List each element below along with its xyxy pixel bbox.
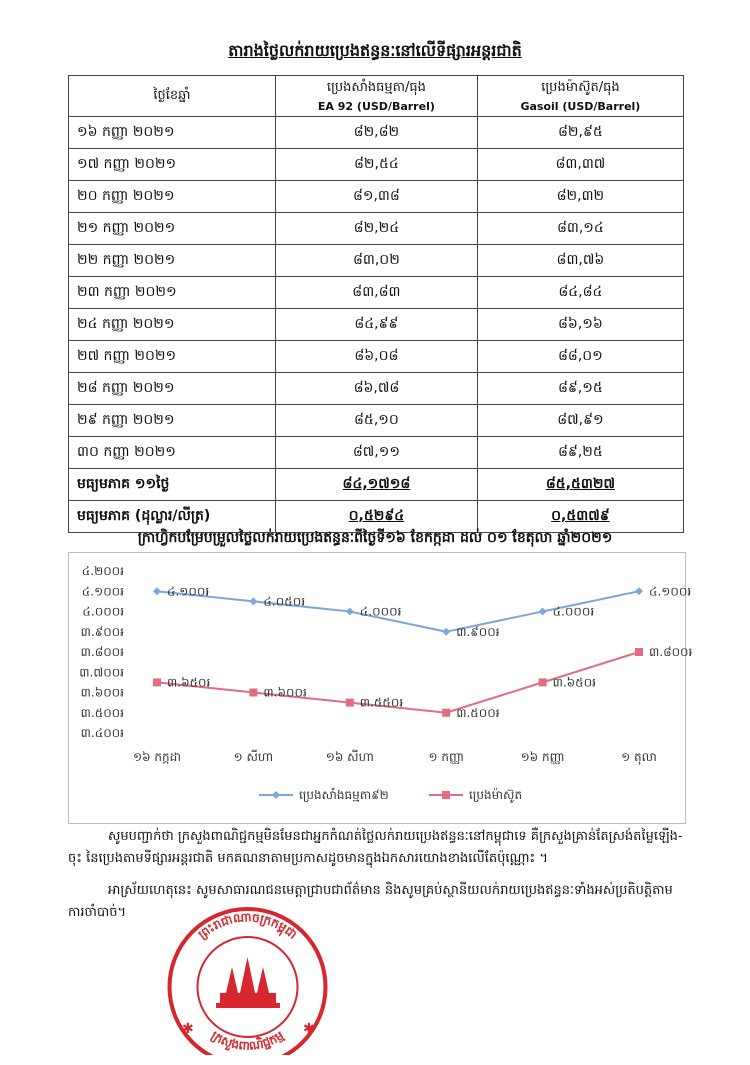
- data-label: ៣.៦៥០៛: [552, 675, 596, 690]
- row-gasoil: ៨៦,១៦: [477, 309, 683, 341]
- data-point: [539, 678, 547, 686]
- row-date: ២០ កញ្ញា ២០២១: [69, 181, 276, 213]
- chart-title: ក្រាហ្វិកបម្រែបម្រួលថ្លៃលក់រាយប្រេងឥន្ធនៈពីថ្ងៃទី១៦ ខែកក្កដា ដល់ ០១ ខែតុលា ឆ្នាំ២០២១: [137, 530, 613, 546]
- average-row: [69, 469, 684, 501]
- row-gasoil: ៨២,៣២: [477, 181, 683, 213]
- table-row: [69, 117, 684, 149]
- data-point: [635, 648, 643, 656]
- price-chart: [68, 552, 693, 824]
- ea92-header-unit: EA 92 (USD/Barrel): [317, 100, 435, 113]
- row-ea92: ៨៤,៩៩: [276, 309, 478, 341]
- date-header: ថ្ងៃខែឆ្នាំ: [69, 76, 276, 117]
- x-tick-label: ១៦ សីហា: [325, 750, 374, 764]
- ministry-seal-stamp: [160, 905, 335, 1055]
- row-date: ២៨ កញ្ញា ២០២១: [69, 373, 276, 405]
- data-point: [442, 709, 450, 717]
- table-body: [69, 117, 684, 533]
- table-row: [69, 149, 684, 181]
- row-date: ១៧ កញ្ញា ២០២១: [69, 149, 276, 181]
- ea92-header: [276, 76, 478, 117]
- row-ea92: ៨២,៥៤: [276, 149, 478, 181]
- x-tick-label: ១៦ កញ្ញា: [520, 750, 565, 764]
- average-ea92-value: ៨៤,១៧១៨: [342, 476, 411, 492]
- svg-text:✱: ✱: [303, 1021, 315, 1037]
- row-gasoil: ៨២,៩៥: [477, 117, 683, 149]
- row-ea92: ៨៧,១១: [276, 437, 478, 469]
- row-date: ២៣ កញ្ញា ២០២១: [69, 277, 276, 309]
- svg-text:✱: ✱: [182, 1021, 194, 1037]
- row-date: ២៧ កញ្ញា ២០២១: [69, 341, 276, 373]
- average-ea92: [276, 469, 478, 501]
- price-table: [68, 75, 684, 533]
- table-row: [69, 373, 684, 405]
- svg-text:ក្រសួងពាណិជ្ជកម្ម: [208, 1028, 286, 1053]
- y-tick-label: ៣.៦០០៛: [80, 685, 124, 700]
- table-header-row: [69, 76, 684, 117]
- row-gasoil: ៨៤,៨៤: [477, 277, 683, 309]
- data-label: ៤.១០០៛: [649, 584, 692, 599]
- x-tick-label: ១ កញ្ញា: [428, 750, 464, 764]
- row-date: ១៦ កញ្ញា ២០២១: [69, 117, 276, 149]
- table-row: [69, 405, 684, 437]
- y-tick-label: ៣.៥០០៛: [80, 705, 124, 720]
- row-gasoil: ៨៩,២៥: [477, 437, 683, 469]
- data-point: [249, 689, 257, 697]
- legend-label: ប្រេងសាំងធម្មតា៩២: [299, 788, 389, 802]
- gasoil-header-label: ប្រេងម៉ាស៊ូត/ធុង: [541, 80, 620, 95]
- row-gasoil: ៨៣,១៤: [477, 213, 683, 245]
- row-date: ៣០ កញ្ញា ២០២១: [69, 437, 276, 469]
- row-ea92: ៨២,៨២: [276, 117, 478, 149]
- row-gasoil: ៨៨,០១: [477, 341, 683, 373]
- data-point: [442, 628, 450, 636]
- row-ea92: ៨៦,០៨: [276, 341, 478, 373]
- average-per-litre-gasoil-value: ០,៥៣៧៩: [551, 508, 610, 524]
- table-row: [69, 213, 684, 245]
- row-gasoil: ៨៣,៣៧: [477, 149, 683, 181]
- row-date: ២៩ កញ្ញា ២០២១: [69, 405, 276, 437]
- data-label: ៣.៦០០៛: [263, 685, 307, 700]
- y-tick-label: ៤.១០០៛: [81, 584, 124, 599]
- x-tick-label: ១៦ កក្កដា: [132, 750, 182, 764]
- legend-marker: [272, 791, 280, 799]
- average-gasoil-value: ៨៥,៥៣២៧: [545, 476, 615, 492]
- notice-paragraph-2: អាស្រ័យហេតុនេះ សូមសាធារណជនមេត្តាជ្រាបជាព័ត៌មាន និងសូមគ្រប់ស្ថានីយលក់រាយប្រេងឥន្ធនៈទាំងអស់ប្រតិបត្តិតាមការចាំបាច់។: [68, 883, 673, 920]
- data-label: ៤.០០០៛: [359, 604, 402, 619]
- data-point: [153, 678, 161, 686]
- legend-marker: [442, 791, 450, 799]
- data-label: ៤.១០០៛: [167, 584, 210, 599]
- row-ea92: ៨៥,១០: [276, 405, 478, 437]
- row-date: ២៤ កញ្ញា ២០២១: [69, 309, 276, 341]
- data-label: ៣.៨០០៛: [649, 645, 693, 659]
- y-tick-label: ៣.៤០០៛: [80, 726, 124, 740]
- average-per-litre-ea92-value: ០,៥២៩៤: [348, 508, 405, 524]
- row-ea92: ៨១,៣៨: [276, 181, 478, 213]
- row-gasoil: ៨៩,១៥: [477, 373, 683, 405]
- data-point: [346, 608, 354, 616]
- stamp-top-text: ព្រះរាជាណាចក្រកម្ពុជា: [195, 910, 300, 942]
- average-label: មធ្យមភាគ ១១ថ្ងៃ: [69, 469, 276, 501]
- stamp-bottom-text: ក្រសួងពាណិជ្ជកម្ម: [208, 1028, 287, 1053]
- document-title: តារាងថ្លៃលក់រាយប្រេងឥន្ធនៈនៅលើទីផ្សារអន្តរជាតិ: [228, 41, 522, 60]
- average-per-litre-label: មធ្យមភាគ (ដុល្លារ/លីត្រ): [69, 501, 276, 533]
- row-ea92: ៨៦,៧៨: [276, 373, 478, 405]
- y-tick-label: ៤.០០០៛: [82, 604, 124, 619]
- table-row: [69, 181, 684, 213]
- data-label: ៤.០០០៛: [552, 604, 595, 619]
- data-label: ៣.៦៥០៛: [167, 675, 211, 690]
- data-label: ៣.៥០០៛: [456, 705, 500, 720]
- table-row: [69, 245, 684, 277]
- data-label: ៤.០៥០៛: [263, 594, 306, 609]
- row-gasoil: ៨៣,៧៦: [477, 245, 683, 277]
- data-point: [153, 587, 161, 595]
- x-tick-label: ១ តុលា: [621, 750, 657, 764]
- data-point: [346, 699, 354, 707]
- data-point: [249, 597, 257, 605]
- average-gasoil: [477, 469, 683, 501]
- row-date: ២១ កញ្ញា ២០២១: [69, 213, 276, 245]
- chart-svg: [69, 553, 693, 823]
- data-label: ៣.៥៥០៛: [359, 695, 404, 710]
- row-ea92: ៨២,២៤: [276, 213, 478, 245]
- y-tick-label: ៣.៩០០៛: [80, 624, 124, 639]
- data-point: [539, 608, 547, 616]
- gasoil-header-unit: Gasoil (USD/Barrel): [520, 100, 641, 113]
- notice-paragraph-1: សូមបញ្ជាក់ថា ក្រសួងពាណិជ្ជកម្មមិនមែនជាអ្នកកំណត់ថ្លៃលក់រាយប្រេងឥន្ធនៈនៅកម្ពុជាទេ គឺក្រសួងគ្រាន់តែស្រង់តម្លៃឡើង-ចុះ នៃប្រេងតាមទីផ្សារអន្តរជាតិ មកគណនាតាមប្រកាសដូចមានក្នុងឯកសារយោងខាងលើតែប៉ុណ្ណោះ ។: [68, 829, 683, 866]
- y-tick-label: ៣.៧០០៛: [79, 665, 124, 680]
- y-tick-label: ៣.៨០០៛: [80, 645, 124, 659]
- table-row: [69, 437, 684, 469]
- legend-label: ប្រេងម៉ាស៊ូត: [469, 788, 523, 802]
- data-point: [635, 587, 643, 595]
- row-date: ២២ កញ្ញា ២០២១: [69, 245, 276, 277]
- row-gasoil: ៨៧,៩១: [477, 405, 683, 437]
- x-tick-label: ១ សីហា: [233, 750, 274, 764]
- y-tick-label: ៤.២០០៛: [81, 564, 124, 578]
- gasoil-header: [477, 76, 683, 117]
- row-ea92: ៨៣,០២: [276, 245, 478, 277]
- ea92-header-label: ប្រេងសាំងធម្មតា/ធុង: [326, 80, 426, 95]
- table-row: [69, 309, 684, 341]
- table-row: [69, 341, 684, 373]
- table-row: [69, 277, 684, 309]
- data-label: ៣.៩០០៛: [456, 624, 500, 639]
- row-ea92: ៨៣,៨៣: [276, 277, 478, 309]
- angkor-emblem-icon: [216, 957, 280, 1008]
